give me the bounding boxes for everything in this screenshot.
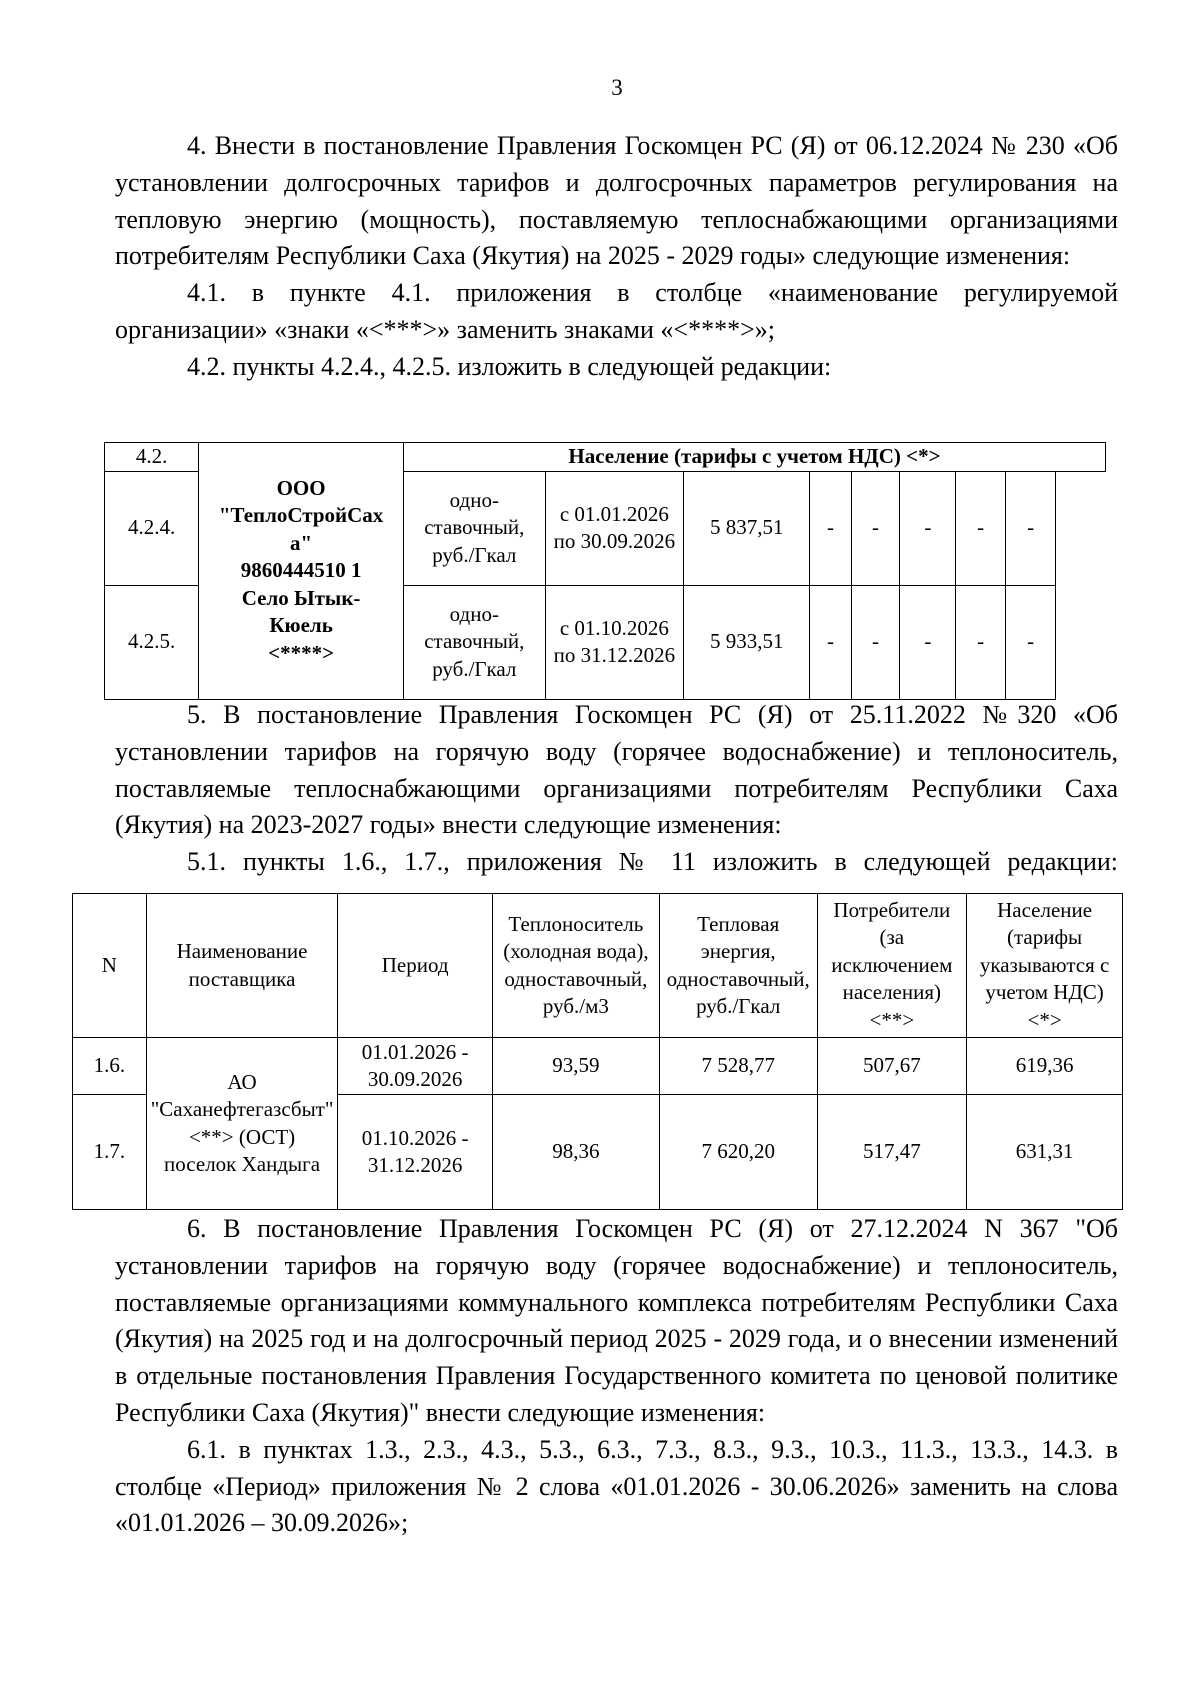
- period: с 01.01.2026 по 30.09.2026: [545, 471, 683, 585]
- dash-cell: -: [956, 471, 1006, 585]
- tariff-type: одно-ставочный, руб./Гкал: [403, 471, 545, 585]
- population-value: 619,36: [967, 1038, 1123, 1095]
- section-4-item-1: 4.1. в пункте 4.1. приложения в столбце «наименование регулируемой организации» «знаки «<***>» заменить знаками «<****>»;: [115, 278, 1118, 344]
- section-6: [115, 1211, 1118, 1542]
- dash-cell: -: [1005, 471, 1056, 585]
- org-line: <****>: [268, 640, 335, 665]
- row-number: 1.7.: [73, 1095, 147, 1210]
- group-number: 4.2.: [105, 443, 199, 472]
- row-number: 4.2.5.: [105, 585, 199, 699]
- tariff-value: 5 933,51: [684, 585, 810, 699]
- header-period: Период: [338, 894, 493, 1038]
- row-number: 1.6.: [73, 1038, 147, 1095]
- section-4-intro: 4. Внести в постановление Правления Госкомцен РС (Я) от 06.12.2024 № 230 «Об установлении долгосрочных тарифов и долгосрочных параметров регулирования на тепловую энергию (мощность), поставляемую теплоснабжающими организациями потребителям Республики Саха (Якутия) на 2025 - 2029 годы» следующие изменения:: [115, 131, 1118, 271]
- tariff-table-4-2: [104, 442, 1106, 700]
- dash-cell: -: [851, 471, 900, 585]
- dash-cell: -: [900, 471, 956, 585]
- tariff-table-appendix-11: [72, 893, 1123, 1210]
- period: с 01.10.2026 по 31.12.2026: [545, 585, 683, 699]
- header-consumers: Потребители (за исключением населения) <**>: [817, 894, 967, 1038]
- organization-cell: [199, 443, 404, 700]
- section-5-item-1: 5.1. пункты 1.6., 1.7., приложения № 11 изложить в следующей редакции:: [187, 847, 1118, 877]
- consumers-value: 517,47: [817, 1095, 967, 1210]
- section-5: [115, 697, 1118, 881]
- consumers-value: 507,67: [817, 1038, 967, 1095]
- header-n: N: [73, 894, 147, 1038]
- tariff-value: 5 837,51: [684, 471, 810, 585]
- heat-value: 7 528,77: [659, 1038, 817, 1095]
- table-row: [73, 1038, 1123, 1095]
- dash-cell: -: [810, 585, 851, 699]
- page-number: 3: [611, 75, 623, 100]
- section-5-intro: 5. В постановление Правления Госкомцен РС (Я) от 25.11.2022 №320 «Об установлении тарифов на горячую воду (горячее водоснабжение) и теплоноситель, поставляемые теплоснабжающими организациями потребителям Республики Саха (Якутия) на 2023-2027 годы» внести следующие изменения:: [115, 700, 1118, 840]
- section-4-item-2: 4.2. пункты 4.2.4., 4.2.5. изложить в следующей редакции:: [187, 351, 832, 381]
- org-line: 9860444510 1: [240, 558, 362, 582]
- dash-cell: -: [956, 585, 1006, 699]
- dash-cell: -: [1005, 585, 1056, 699]
- section-6-intro: 6. В постановление Правления Госкомцен РС (Я) от 27.12.2024 N 367 "Об установлении тарифов на горячую воду (горячее водоснабжение) и теплоноситель, поставляемые организациями коммунального комплекса потребителям Республики Саха (Якутия) на 2025 год и на долгосрочный период 2025 - 2029 года, и о внесении изменений в отдельные постановления Правления Государственного комитета по ценовой политике Республики Саха (Якутия)" внести следующие изменения:: [115, 1214, 1118, 1427]
- period: 01.10.2026 - 31.12.2026: [338, 1095, 493, 1210]
- table-row: [105, 443, 1106, 472]
- org-line: а": [289, 530, 313, 555]
- dash-cell: -: [851, 585, 900, 699]
- header-supplier: Наименование поставщика: [146, 894, 338, 1038]
- dash-cell: -: [900, 585, 956, 699]
- org-line: "ТеплоСтройСах: [218, 503, 384, 527]
- org-line: Кюель: [269, 613, 333, 637]
- row-number: 4.2.4.: [105, 471, 199, 585]
- heat-value: 7 620,20: [659, 1095, 817, 1210]
- section-4: [115, 128, 1118, 386]
- header-population: Население (тарифы указываются с учетом НДС) <*>: [967, 894, 1123, 1038]
- table-header-row: [73, 894, 1123, 1038]
- org-line: Село Ытык-: [241, 585, 361, 610]
- supplier-cell: АО "Саханефтегазсбыт" <**> (ОСТ) поселок Хандыга: [146, 1038, 338, 1210]
- header-coolant: Теплоноситель (холодная вода), одноставочный, руб./м3: [492, 894, 659, 1038]
- section-6-item-1: 6.1. в пунктах 1.3., 2.3., 4.3., 5.3., 6.3., 7.3., 8.3., 9.3., 10.3., 11.3., 13.3., 14.3. в столбце «Период» приложения № 2 слова «01.01.2026 - 30.06.2026» заменить на слова «01.01.2026 – 30.09.2026»;: [115, 1434, 1118, 1538]
- dash-cell: -: [810, 471, 851, 585]
- coolant-value: 93,59: [492, 1038, 659, 1095]
- population-value: 631,31: [967, 1095, 1123, 1210]
- header-heat: Тепловая энергия, одноставочный, руб./Гкал: [659, 894, 817, 1038]
- org-line: ООО: [276, 475, 326, 500]
- period: 01.01.2026 - 30.09.2026: [338, 1038, 493, 1095]
- group-header: Население (тарифы с учетом НДС) <*>: [403, 443, 1105, 472]
- tariff-type: одно-ставочный, руб./Гкал: [403, 585, 545, 699]
- coolant-value: 98,36: [492, 1095, 659, 1210]
